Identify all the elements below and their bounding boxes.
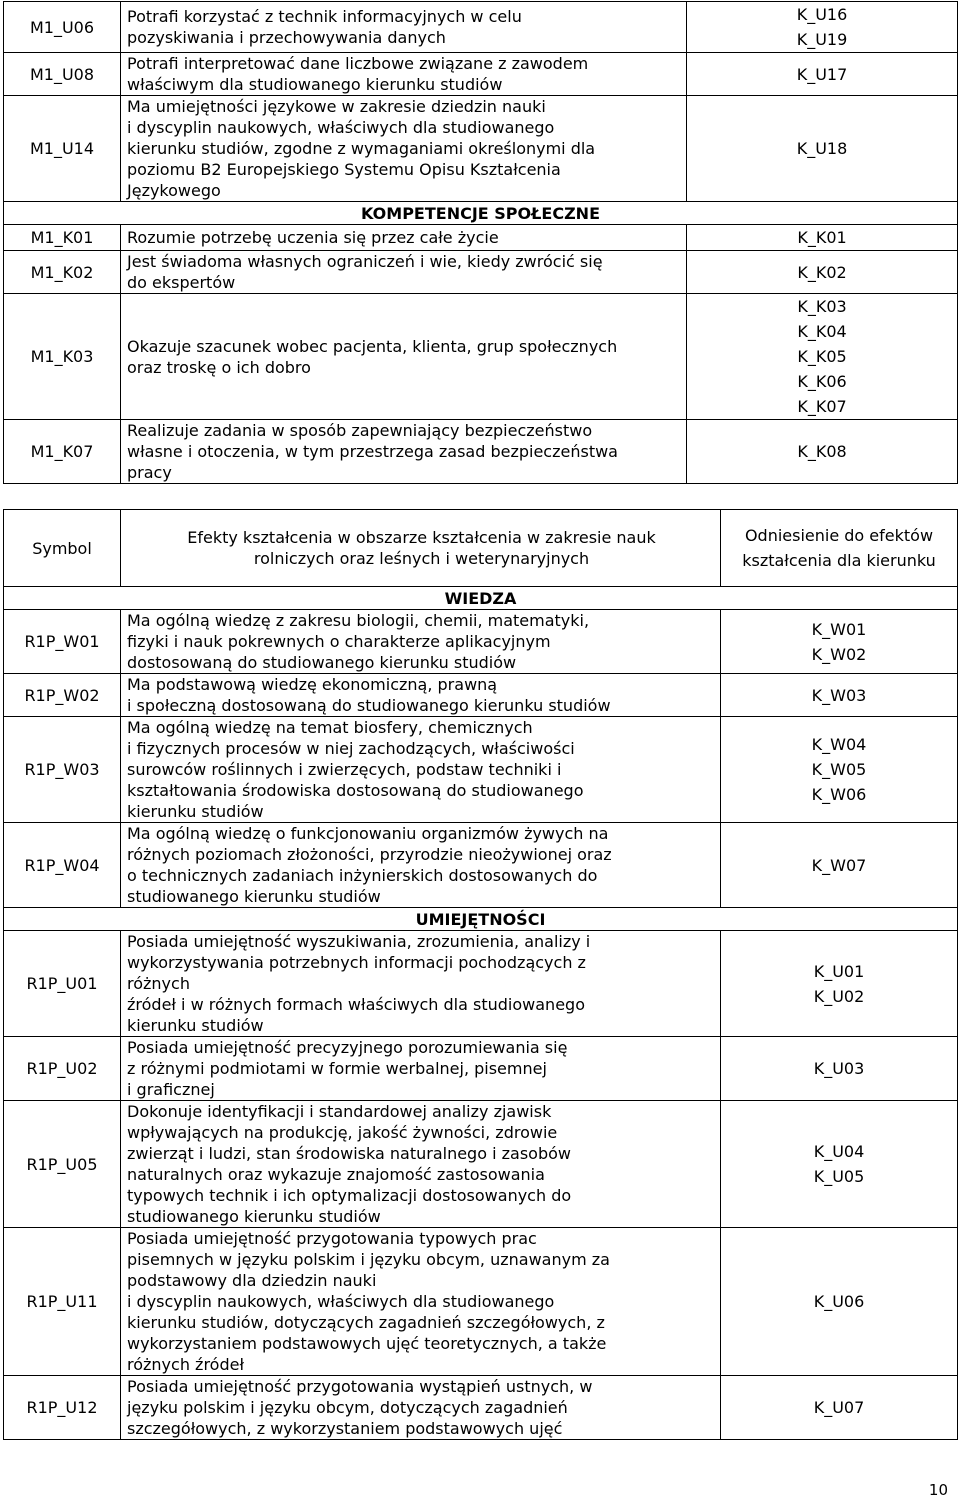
description-line: Ma ogólną wiedzę o funkcjonowaniu organizmów żywych na bbox=[127, 824, 609, 843]
outcome-references bbox=[687, 2, 958, 53]
description-line: i dyscyplin naukowych, właściwych dla studiowanego bbox=[127, 118, 555, 137]
description-line: Ma podstawową wiedzę ekonomiczną, prawną bbox=[127, 675, 498, 694]
outcome-references bbox=[721, 674, 958, 717]
description-line: surowców roślinnych i zwierzęcych, podstaw techniki i bbox=[127, 760, 562, 779]
description-line: o technicznych zadaniach inżynierskich dostosowanych do bbox=[127, 866, 598, 885]
description-line: wykorzystywania potrzebnych informacji pochodzących z bbox=[127, 953, 586, 972]
outcome-symbol: M1_U14 bbox=[4, 96, 121, 202]
header-desc-line: Efekty kształcenia w obszarze kształcenia w zakresie nauk bbox=[187, 528, 656, 547]
description-line: z różnymi podmiotami w formie werbalnej, pisemnej bbox=[127, 1059, 547, 1078]
description-line: kształtowania środowiska dostosowaną do studiowanego bbox=[127, 781, 584, 800]
description-line: i dyscyplin naukowych, właściwych dla studiowanego bbox=[127, 1292, 555, 1311]
outcome-description bbox=[121, 1376, 721, 1440]
description-line: studiowanego kierunku studiów bbox=[127, 887, 381, 906]
table-row bbox=[4, 1037, 958, 1101]
outcome-symbol: R1P_W03 bbox=[4, 717, 121, 823]
outcome-description bbox=[121, 674, 721, 717]
table-header-row bbox=[4, 510, 958, 587]
reference-code: K_K05 bbox=[797, 347, 847, 366]
table-row bbox=[4, 674, 958, 717]
description-line: Ma ogólną wiedzę na temat biosfery, chemicznych bbox=[127, 718, 533, 737]
outcome-symbol: M1_U06 bbox=[4, 2, 121, 53]
outcome-description bbox=[121, 717, 721, 823]
description-line: do ekspertów bbox=[127, 273, 236, 292]
section-row-wiedza bbox=[4, 587, 958, 610]
page-number: 10 bbox=[928, 1481, 948, 1499]
description-line: fizyki i nauk pokrewnych o charakterze aplikacyjnym bbox=[127, 632, 551, 651]
description-line: różnych bbox=[127, 974, 190, 993]
outcome-symbol: M1_U08 bbox=[4, 53, 121, 96]
reference-code: K_W06 bbox=[811, 785, 867, 804]
description-line: Rozumie potrzebę uczenia się przez całe życie bbox=[127, 228, 499, 247]
reference-code: K_U02 bbox=[813, 986, 865, 1006]
description-line: wykorzystaniem podstawowych ujęć teoretycznych, a także bbox=[127, 1334, 607, 1353]
outcome-references bbox=[721, 1228, 958, 1376]
reference-code: K_W05 bbox=[811, 760, 867, 779]
outcome-symbol: R1P_W04 bbox=[4, 823, 121, 908]
description-line: Językowego bbox=[127, 181, 221, 200]
table-row bbox=[4, 1228, 958, 1376]
section-heading-wiedza: WIEDZA bbox=[4, 587, 958, 610]
learning-outcomes-table-r1p bbox=[3, 509, 958, 1440]
description-line: Posiada umiejętność przygotowania wystąpień ustnych, w bbox=[127, 1377, 593, 1396]
reference-code: K_K08 bbox=[797, 442, 847, 461]
description-line: i fizycznych procesów w niej zachodzących, właściwości bbox=[127, 739, 575, 758]
header-reference bbox=[721, 510, 958, 587]
outcome-symbol: R1P_U11 bbox=[4, 1228, 121, 1376]
description-line: źródeł i w różnych formach właściwych dla studiowanego bbox=[127, 995, 585, 1014]
outcome-symbol: M1_K02 bbox=[4, 251, 121, 294]
outcome-description bbox=[121, 294, 687, 420]
description-line: dostosowaną do studiowanego kierunku studiów bbox=[127, 653, 517, 672]
reference-code: K_K07 bbox=[797, 397, 847, 416]
table-row bbox=[4, 823, 958, 908]
description-line: Ma ogólną wiedzę z zakresu biologii, chemii, matematyki, bbox=[127, 611, 590, 630]
description-line: podstawowy dla dziedzin nauki bbox=[127, 1271, 377, 1290]
table-row bbox=[4, 251, 958, 294]
outcome-description bbox=[121, 2, 687, 53]
outcome-description bbox=[121, 53, 687, 96]
outcome-symbol: R1P_W02 bbox=[4, 674, 121, 717]
outcome-references bbox=[721, 1376, 958, 1440]
header-description bbox=[121, 510, 721, 587]
outcome-symbol: R1P_U05 bbox=[4, 1101, 121, 1228]
description-line: kierunku studiów, dotyczących zagadnień szczegółowych, z bbox=[127, 1313, 605, 1332]
outcome-symbol: R1P_U12 bbox=[4, 1376, 121, 1440]
table-row bbox=[4, 717, 958, 823]
header-desc-line: rolniczych oraz leśnych i weterynaryjnych bbox=[253, 549, 590, 568]
description-line: Dokonuje identyfikacji i standardowej analizy zjawisk bbox=[127, 1102, 552, 1121]
reference-code: K_U06 bbox=[813, 1292, 865, 1311]
outcome-references bbox=[687, 251, 958, 294]
reference-code: K_U19 bbox=[796, 30, 848, 49]
table-row bbox=[4, 2, 958, 53]
description-line: i graficznej bbox=[127, 1080, 215, 1099]
outcome-description bbox=[121, 225, 687, 251]
reference-code: K_K04 bbox=[797, 322, 847, 341]
table-row bbox=[4, 420, 958, 484]
description-line: pracy bbox=[127, 463, 172, 482]
reference-code: K_U05 bbox=[813, 1167, 865, 1186]
description-line: studiowanego kierunku studiów bbox=[127, 1207, 381, 1226]
description-line: Posiada umiejętność przygotowania typowych prac bbox=[127, 1229, 537, 1248]
description-line: Posiada umiejętność precyzyjnego porozumiewania się bbox=[127, 1038, 568, 1057]
reference-code: K_K01 bbox=[797, 228, 847, 247]
reference-code: K_U18 bbox=[796, 139, 848, 158]
section-row-umiejetnosci bbox=[4, 908, 958, 931]
description-line: Realizuje zadania w sposób zapewniający bezpieczeństwo bbox=[127, 421, 593, 440]
outcome-description bbox=[121, 420, 687, 484]
outcome-description bbox=[121, 823, 721, 908]
description-line: kierunku studiów bbox=[127, 802, 264, 821]
outcome-references bbox=[687, 96, 958, 202]
description-line: szczegółowych, z wykorzystaniem podstawowych ujęć bbox=[127, 1419, 563, 1438]
description-line: Ma umiejętności językowe w zakresie dziedzin nauki bbox=[127, 97, 546, 116]
description-line: pozyskiwania i przechowywania danych bbox=[127, 28, 446, 47]
outcome-description bbox=[121, 251, 687, 294]
outcome-references bbox=[721, 1037, 958, 1101]
reference-code: K_W01 bbox=[811, 619, 867, 639]
description-line: kierunku studiów bbox=[127, 1016, 264, 1035]
description-line: naturalnych oraz wykazuje znajomość zastosowania bbox=[127, 1165, 545, 1184]
outcome-references bbox=[721, 610, 958, 674]
header-symbol: Symbol bbox=[4, 510, 121, 587]
table-row bbox=[4, 96, 958, 202]
outcome-description bbox=[121, 610, 721, 674]
reference-code: K_U07 bbox=[813, 1398, 865, 1417]
description-line: oraz troskę o ich dobro bbox=[127, 357, 311, 377]
table-row bbox=[4, 294, 958, 420]
reference-code: K_U17 bbox=[796, 64, 848, 84]
outcome-references bbox=[721, 1101, 958, 1228]
description-line: kierunku studiów, zgodne z wymaganiami określonymi dla bbox=[127, 139, 596, 158]
header-ref-line: kształcenia dla kierunku bbox=[742, 551, 936, 570]
reference-code: K_U03 bbox=[813, 1059, 865, 1078]
outcome-references bbox=[721, 823, 958, 908]
outcome-symbol: M1_K01 bbox=[4, 225, 121, 251]
description-line: właściwym dla studiowanego kierunku studiów bbox=[127, 75, 503, 94]
outcome-symbol: M1_K07 bbox=[4, 420, 121, 484]
reference-code: K_U01 bbox=[813, 961, 865, 981]
description-line: zwierząt i ludzi, stan środowiska naturalnego i zasobów bbox=[127, 1144, 571, 1163]
description-line: języku polskim i języku obcym, dotyczących zagadnień bbox=[127, 1398, 568, 1417]
outcome-description bbox=[121, 1037, 721, 1101]
description-line: Potrafi korzystać z technik informacyjnych w celu bbox=[127, 7, 522, 26]
reference-code: K_W03 bbox=[811, 685, 867, 705]
table-row bbox=[4, 225, 958, 251]
reference-code: K_W02 bbox=[811, 644, 867, 664]
table-row bbox=[4, 931, 958, 1037]
learning-outcomes-table-m1 bbox=[3, 1, 958, 484]
section-heading-kompetencje: KOMPETENCJE SPOŁECZNE bbox=[4, 202, 958, 225]
description-line: Jest świadoma własnych ograniczeń i wie, kiedy zwrócić się bbox=[127, 252, 603, 271]
outcome-references bbox=[687, 420, 958, 484]
outcome-symbol: R1P_U01 bbox=[4, 931, 121, 1037]
table-row bbox=[4, 53, 958, 96]
outcome-description bbox=[121, 96, 687, 202]
outcome-symbol: R1P_U02 bbox=[4, 1037, 121, 1101]
table-row bbox=[4, 1376, 958, 1440]
outcome-description bbox=[121, 1101, 721, 1228]
description-line: własne i otoczenia, w tym przestrzega zasad bezpieczeństwa bbox=[127, 442, 618, 461]
outcome-references bbox=[687, 225, 958, 251]
section-row-kompetencje bbox=[4, 202, 958, 225]
outcome-references bbox=[721, 717, 958, 823]
outcome-references bbox=[721, 931, 958, 1037]
description-line: Posiada umiejętność wyszukiwania, zrozumienia, analizy i bbox=[127, 932, 591, 951]
description-line: pisemnych w języku polskim i języku obcym, uznawanym za bbox=[127, 1250, 610, 1269]
outcome-references bbox=[687, 53, 958, 96]
description-line: różnych poziomach złożoności, przyrodzie nieożywionej oraz bbox=[127, 845, 612, 864]
table-row bbox=[4, 1101, 958, 1228]
section-heading-umiejetnosci: UMIEJĘTNOŚCI bbox=[4, 908, 958, 931]
description-line: i społeczną dostosowaną do studiowanego kierunku studiów bbox=[127, 696, 611, 715]
reference-code: K_K06 bbox=[797, 372, 847, 391]
header-ref-line: Odniesienie do efektów bbox=[744, 526, 934, 545]
description-line: różnych źródeł bbox=[127, 1355, 245, 1374]
description-line: typowych technik i ich optymalizacji dostosowanych do bbox=[127, 1186, 572, 1205]
description-line: Okazuje szacunek wobec pacjenta, klienta, grup społecznych bbox=[127, 336, 618, 356]
outcome-symbol: R1P_W01 bbox=[4, 610, 121, 674]
outcome-references bbox=[687, 294, 958, 420]
reference-code: K_U04 bbox=[813, 1142, 865, 1161]
description-line: Potrafi interpretować dane liczbowe związane z zawodem bbox=[127, 54, 589, 73]
description-line: poziomu B2 Europejskiego Systemu Opisu Kształcenia bbox=[127, 160, 561, 179]
reference-code: K_W04 bbox=[811, 735, 867, 754]
reference-code: K_K03 bbox=[797, 297, 847, 316]
reference-code: K_K02 bbox=[797, 262, 847, 282]
outcome-description bbox=[121, 1228, 721, 1376]
reference-code: K_W07 bbox=[811, 855, 867, 875]
table-row bbox=[4, 610, 958, 674]
reference-code: K_U16 bbox=[796, 5, 848, 24]
description-line: wpływających na produkcję, jakość żywności, zdrowie bbox=[127, 1123, 558, 1142]
outcome-description bbox=[121, 931, 721, 1037]
outcome-symbol: M1_K03 bbox=[4, 294, 121, 420]
